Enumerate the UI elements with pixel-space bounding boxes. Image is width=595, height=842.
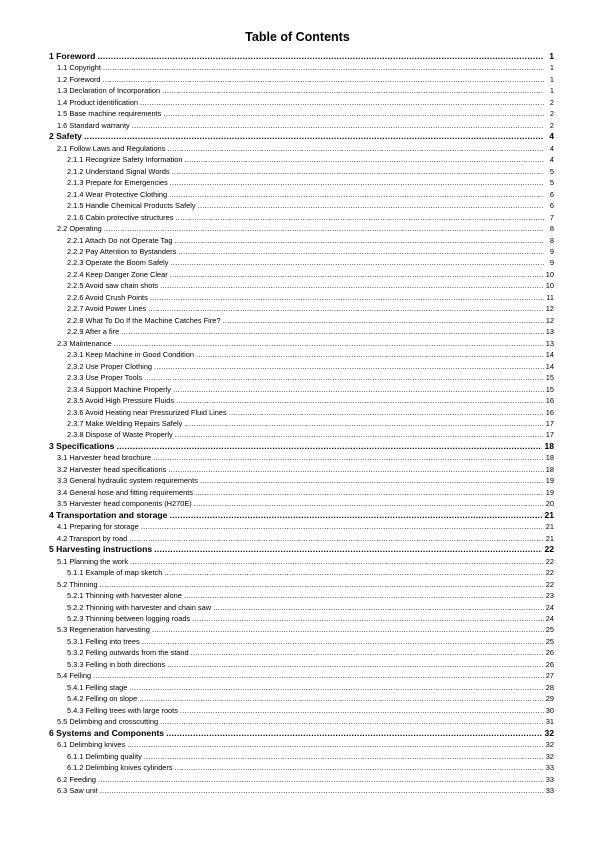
dot-leader	[184, 590, 544, 601]
toc-entry-page-number: 1	[549, 74, 554, 84]
toc-entry-label: 6 Systems and Components	[49, 727, 165, 738]
toc-entry[interactable]	[49, 441, 554, 452]
toc-entry-label: 4 Transportation and storage	[49, 509, 168, 520]
dot-leader	[169, 189, 544, 200]
dot-leader	[142, 636, 544, 647]
toc-entry-label: 2.1.2 Understand Signal Words	[67, 166, 170, 176]
toc-entry-label: 1 Foreword	[49, 51, 96, 61]
dot-leader	[144, 372, 544, 383]
dot-leader	[114, 338, 544, 349]
toc-entry-page-number: 1	[549, 51, 554, 61]
toc-entry-label: 5.2.1 Thinning with harvester alone	[67, 591, 182, 601]
toc-entry-page-number: 21	[545, 533, 554, 543]
toc-entry[interactable]	[49, 452, 554, 463]
dot-leader	[184, 418, 543, 429]
toc-entry-label: 1.3 Declaration of Incorporation	[57, 86, 161, 96]
dot-leader	[154, 361, 544, 372]
toc-entry-page-number: 21	[545, 522, 554, 532]
toc-entry[interactable]	[49, 51, 554, 62]
toc-entry-page-number: 10	[545, 269, 554, 279]
toc-entry-page-number: 2	[549, 97, 554, 107]
dot-leader	[116, 441, 542, 452]
dot-leader	[213, 602, 544, 613]
toc-entry-label: 1.2 Foreword	[57, 74, 101, 84]
toc-entry-page-number: 15	[545, 373, 554, 383]
dot-leader	[173, 384, 544, 395]
toc-entry-label: 3.5 Harvester head components (H270E)	[57, 499, 192, 509]
toc-entry[interactable]	[49, 315, 554, 326]
toc-entry-label: 2.2.4 Keep Danger Zone Clear	[67, 269, 168, 279]
toc-entry-page-number: 32	[544, 727, 554, 738]
dot-leader	[130, 556, 544, 567]
toc-entry[interactable]	[49, 682, 554, 693]
toc-entry[interactable]	[49, 510, 554, 521]
dot-leader	[175, 762, 544, 773]
toc-entry-page-number: 32	[545, 751, 554, 761]
toc-entry-label: 5.4.2 Felling on slope	[67, 694, 138, 704]
dot-leader	[198, 200, 544, 211]
dot-leader	[103, 74, 544, 85]
toc-entry-label: 4.1 Preparing for storage	[57, 522, 139, 532]
toc-entry[interactable]	[49, 235, 554, 246]
toc-entry[interactable]	[49, 774, 554, 785]
dot-leader	[144, 751, 544, 762]
dot-leader	[191, 647, 544, 658]
toc-entry[interactable]	[49, 85, 554, 96]
toc-entry-label: 2.1.4 Wear Protective Clothing	[67, 189, 168, 199]
toc-entry-page-number: 13	[545, 338, 554, 348]
toc-entry-label: 2.1.5 Handle Chemical Products Safely	[67, 201, 196, 211]
toc-entry[interactable]	[49, 246, 554, 257]
dot-leader	[175, 429, 544, 440]
toc-entry-label: 2.2.3 Operate the Boom Safely	[67, 258, 169, 268]
toc-entry-label: 2.1.6 Cabin protective structures	[67, 212, 174, 222]
dot-leader	[180, 705, 544, 716]
toc-entry-page-number: 14	[545, 361, 554, 371]
toc-entry-label: 5.4.1 Felling stage	[67, 682, 128, 692]
toc-entry[interactable]	[49, 785, 554, 796]
toc-entry-page-number: 19	[545, 476, 554, 486]
toc-entry[interactable]	[49, 108, 554, 119]
toc-entry-label: 2.2.7 Avoid Power Lines	[67, 304, 147, 314]
dot-leader	[150, 292, 544, 303]
dot-leader	[121, 326, 544, 337]
toc-entry-page-number: 24	[545, 602, 554, 612]
toc-entry-label: 6.1.2 Delimbing knives cylinders	[67, 763, 173, 773]
toc-entry-page-number: 17	[545, 419, 554, 428]
toc-entry-page-number: 12	[545, 315, 554, 325]
toc-entry-label: 2.2.9 After a fire	[67, 327, 120, 337]
dot-leader	[200, 475, 544, 486]
toc-entry-label: 5.1 Planning the work	[57, 556, 129, 566]
toc-entry-page-number: 6	[549, 189, 554, 199]
toc-entry[interactable]	[49, 62, 554, 73]
toc-entry[interactable]	[49, 579, 554, 590]
toc-entry-page-number: 27	[545, 671, 554, 681]
toc-entry-page-number: 9	[549, 246, 554, 256]
dot-leader	[174, 235, 544, 246]
dot-leader	[169, 510, 542, 521]
toc-entry-page-number: 2	[549, 109, 554, 119]
toc-entry-page-number: 4	[549, 131, 554, 142]
toc-entry[interactable]	[49, 762, 554, 773]
dot-leader	[139, 693, 544, 704]
toc-entry[interactable]	[49, 670, 554, 681]
toc-entry-page-number: 26	[545, 648, 554, 658]
toc-entry-label: 5.2.2 Thinning with harvester and chain saw	[67, 602, 212, 612]
toc-entry-page-number: 22	[545, 556, 554, 566]
toc-entry[interactable]	[49, 556, 554, 567]
toc-entry[interactable]	[49, 166, 554, 177]
dot-leader	[175, 212, 544, 223]
dot-leader	[129, 533, 544, 544]
toc-entry[interactable]	[49, 739, 554, 750]
toc-entry-page-number: 33	[545, 763, 554, 773]
toc-entry-label: 6.3 Saw unit	[57, 786, 98, 795]
dot-leader	[104, 223, 544, 234]
dot-leader	[129, 682, 543, 693]
toc-entry-page-number: 17	[545, 430, 554, 440]
toc-entry-label: 2.3.1 Keep Machine in Good Condition	[67, 350, 194, 360]
toc-entry[interactable]	[49, 418, 554, 429]
toc-entry[interactable]	[49, 395, 554, 406]
toc-entry[interactable]	[49, 567, 554, 578]
toc-entry[interactable]	[49, 326, 554, 337]
toc-entry[interactable]	[49, 624, 554, 635]
toc-entry-label: 3 Specifications	[49, 440, 115, 451]
dot-leader	[103, 62, 544, 73]
dot-leader	[178, 246, 544, 257]
toc-entry[interactable]	[49, 223, 554, 234]
toc-entry-label: 2.2.1 Attach Do not Operate Tag	[67, 235, 173, 245]
toc-title: Table of Contents	[245, 30, 350, 44]
toc-entry-label: 2.1 Follow Laws and Regulations	[57, 143, 166, 153]
toc-entry-page-number: 18	[545, 453, 554, 463]
toc-entry[interactable]	[49, 728, 554, 739]
dot-leader	[140, 97, 544, 108]
toc-entry-label: 5.3.1 Felling into trees	[67, 636, 140, 646]
dot-leader	[148, 303, 544, 314]
toc-entry-page-number: 1	[549, 86, 554, 96]
toc-entry[interactable]	[49, 487, 554, 498]
toc-entry-page-number: 33	[545, 774, 554, 784]
toc-entry-page-number: 18	[544, 440, 554, 451]
toc-entry[interactable]	[49, 269, 554, 280]
toc-entry-page-number: 16	[545, 396, 554, 406]
toc-entry[interactable]	[49, 693, 554, 704]
toc-entry-label: 1.1 Copyright	[57, 63, 101, 73]
toc-entry-page-number: 11	[546, 292, 554, 302]
toc-entry-label: 5.5 Delimbing and crosscutting	[57, 717, 159, 727]
dot-leader	[170, 177, 544, 188]
toc-entry-page-number: 15	[545, 384, 554, 394]
dot-leader	[167, 659, 544, 670]
toc-entry-page-number: 22	[545, 568, 554, 578]
toc-entry[interactable]	[49, 659, 554, 670]
toc-entry-page-number: 20	[545, 499, 554, 509]
toc-entry-label: 4.2 Transport by road	[57, 533, 128, 543]
toc-entry-page-number: 4	[549, 143, 554, 153]
toc-entry-page-number: 31	[545, 717, 554, 727]
dot-leader	[195, 487, 544, 498]
toc-entry-label: 2.3 Maintenance	[57, 338, 112, 348]
toc-entry-page-number: 25	[545, 625, 554, 635]
toc-entry[interactable]	[49, 372, 554, 383]
toc-entry-page-number: 30	[545, 705, 554, 715]
toc-entry[interactable]	[49, 521, 554, 532]
toc-entry[interactable]	[49, 349, 554, 360]
toc-list	[49, 51, 554, 796]
toc-entry-label: 6.2 Feeding	[57, 774, 97, 784]
dot-leader	[168, 464, 543, 475]
dot-leader	[93, 670, 544, 681]
toc-entry-label: 2.3.6 Avoid Heating near Pressurized Fluid Lines	[67, 407, 227, 417]
toc-entry[interactable]	[49, 384, 554, 395]
toc-entry-page-number: 2	[549, 120, 554, 130]
dot-leader	[132, 120, 544, 131]
dot-leader	[160, 716, 544, 727]
toc-entry[interactable]	[49, 212, 554, 223]
toc-entry-page-number: 16	[545, 407, 554, 417]
toc-entry-page-number: 12	[545, 304, 554, 314]
toc-entry-page-number: 4	[549, 155, 554, 165]
toc-entry[interactable]	[49, 120, 554, 131]
dot-leader	[127, 739, 544, 750]
dot-leader	[100, 785, 544, 796]
dot-leader	[170, 257, 544, 268]
dot-leader	[194, 498, 544, 509]
toc-entry-label: 3.4 General hose and fitting requirements	[57, 487, 193, 497]
toc-entry-label: 5.3.2 Felling outwards from the stand	[67, 648, 189, 658]
toc-entry-label: 3.3 General hydraulic system requirements	[57, 476, 198, 486]
toc-entry[interactable]	[49, 407, 554, 418]
toc-entry[interactable]	[49, 177, 554, 188]
toc-entry[interactable]	[49, 338, 554, 349]
dot-leader	[196, 349, 544, 360]
toc-entry-page-number: 22	[545, 579, 554, 589]
toc-entry-label: 5.4.3 Felling trees with large roots	[67, 705, 178, 715]
toc-entry-label: 3.2 Harvester head specifications	[57, 464, 167, 474]
toc-entry-label: 5 Harvesting instructions	[49, 544, 153, 555]
toc-entry[interactable]	[49, 636, 554, 647]
toc-entry[interactable]	[49, 533, 554, 544]
toc-entry[interactable]	[49, 97, 554, 108]
toc-entry-page-number: 24	[545, 613, 554, 623]
toc-entry-label: 2.1.1 Recognize Safety Information	[67, 155, 183, 165]
dot-leader	[160, 280, 544, 291]
toc-entry[interactable]	[49, 361, 554, 372]
toc-entry-label: 2.1.3 Prepare for Emergencies	[67, 178, 168, 188]
toc-entry-page-number: 32	[545, 740, 554, 750]
toc-entry[interactable]	[49, 716, 554, 727]
toc-entry-page-number: 26	[545, 659, 554, 669]
toc-entry[interactable]	[49, 602, 554, 613]
toc-entry[interactable]	[49, 647, 554, 658]
toc-entry[interactable]	[49, 464, 554, 475]
dot-leader	[229, 407, 544, 418]
toc-entry[interactable]	[49, 143, 554, 154]
dot-leader	[97, 51, 544, 62]
dot-leader	[184, 154, 544, 165]
toc-entry-label: 3.1 Harvester head brochure	[57, 453, 152, 463]
toc-entry-label: 2.2.8 What To Do If the Machine Catches Fire?	[67, 315, 221, 325]
dot-leader	[163, 108, 544, 119]
toc-entry-page-number: 29	[545, 694, 554, 704]
toc-entry[interactable]	[49, 590, 554, 601]
toc-entry-page-number: 19	[545, 487, 554, 497]
toc-entry-label: 2.2.2 Pay Attention to Bystanders	[67, 246, 177, 256]
toc-entry-label: 2.3.7 Make Welding Repairs Safely	[67, 419, 183, 428]
toc-entry[interactable]	[49, 154, 554, 165]
toc-entry-label: 2.3.8 Dispose of Waste Properly	[67, 430, 173, 440]
toc-entry-label: 6.1 Delimbing knives	[57, 740, 126, 750]
dot-leader	[192, 613, 544, 624]
dot-leader	[98, 774, 544, 785]
toc-entry[interactable]	[49, 475, 554, 486]
dot-leader	[162, 85, 544, 96]
toc-entry-label: 5.3 Regeneration harvesting	[57, 625, 150, 635]
toc-entry-page-number: 8	[549, 235, 554, 245]
dot-leader	[223, 315, 544, 326]
toc-entry-label: 2.2.6 Avoid Crush Points	[67, 292, 148, 302]
toc-entry-page-number: 21	[544, 509, 554, 520]
toc-entry-label: 5.1.1 Example of map sketch	[67, 568, 163, 578]
toc-entry-label: 2.2.5 Avoid saw chain shots	[67, 281, 159, 291]
toc-entry[interactable]	[49, 705, 554, 716]
toc-entry-page-number: 5	[549, 178, 554, 188]
toc-entry-label: 5.3.3 Felling in both directions	[67, 659, 166, 669]
toc-entry-label: 1.5 Base machine requirements	[57, 109, 162, 119]
toc-entry[interactable]	[49, 498, 554, 509]
dot-leader	[166, 728, 542, 739]
dot-leader	[154, 544, 542, 555]
dot-leader	[153, 452, 544, 463]
toc-entry-page-number: 28	[545, 682, 554, 692]
toc-entry-page-number: 5	[549, 166, 554, 176]
toc-entry-page-number: 7	[549, 212, 554, 222]
toc-entry-label: 2.2 Operating	[57, 224, 102, 234]
toc-entry[interactable]	[49, 74, 554, 85]
toc-entry-page-number: 13	[545, 327, 554, 337]
toc-entry-page-number: 25	[545, 636, 554, 646]
toc-entry-label: 2.3.2 Use Proper Clothing	[67, 361, 153, 371]
toc-entry[interactable]	[49, 303, 554, 314]
toc-entry-page-number: 6	[549, 201, 554, 211]
toc-entry-label: 2.3.5 Avoid High Pressure Fluids	[67, 396, 175, 406]
dot-leader	[167, 143, 544, 154]
toc-entry[interactable]	[49, 257, 554, 268]
toc-entry-page-number: 14	[545, 350, 554, 360]
toc-entry[interactable]	[49, 751, 554, 762]
toc-entry-label: 2.3.4 Support Machine Properly	[67, 384, 171, 394]
dot-leader	[164, 567, 543, 578]
toc-entry-label: 1.6 Standard warranty	[57, 120, 130, 130]
toc-entry[interactable]	[49, 280, 554, 291]
toc-entry[interactable]	[49, 544, 554, 555]
toc-entry-page-number: 9	[549, 258, 554, 268]
toc-entry[interactable]	[49, 613, 554, 624]
toc-entry[interactable]	[49, 292, 554, 303]
toc-entry-page-number: 8	[549, 224, 554, 234]
dot-leader	[141, 521, 544, 532]
toc-entry-label: 5.2 Thinning	[57, 579, 98, 589]
dot-leader	[176, 395, 544, 406]
toc-entry-page-number: 1	[549, 63, 554, 73]
toc-entry[interactable]	[49, 189, 554, 200]
dot-leader	[84, 131, 544, 142]
toc-entry[interactable]	[49, 131, 554, 142]
toc-entry[interactable]	[49, 429, 554, 440]
toc-entry-label: 6.1.1 Delimbing quality	[67, 751, 142, 761]
toc-entry-label: 5.4 Felling	[57, 671, 92, 681]
dot-leader	[100, 579, 544, 590]
dot-leader	[170, 269, 544, 280]
toc-entry-page-number: 33	[545, 786, 554, 795]
toc-entry-page-number: 23	[545, 591, 554, 601]
toc-entry[interactable]	[49, 200, 554, 211]
toc-entry-page-number: 10	[545, 281, 554, 291]
dot-leader	[172, 166, 544, 177]
dot-leader	[152, 624, 544, 635]
toc-entry-page-number: 22	[544, 544, 554, 555]
toc-entry-label: 2 Safety	[49, 131, 82, 142]
toc-entry-label: 1.4 Product identification	[57, 97, 138, 107]
toc-entry-page-number: 18	[545, 464, 554, 474]
toc-entry-label: 5.2.3 Thinning between logging roads	[67, 613, 191, 623]
toc-entry-label: 2.3.3 Use Proper Tools	[67, 373, 143, 383]
